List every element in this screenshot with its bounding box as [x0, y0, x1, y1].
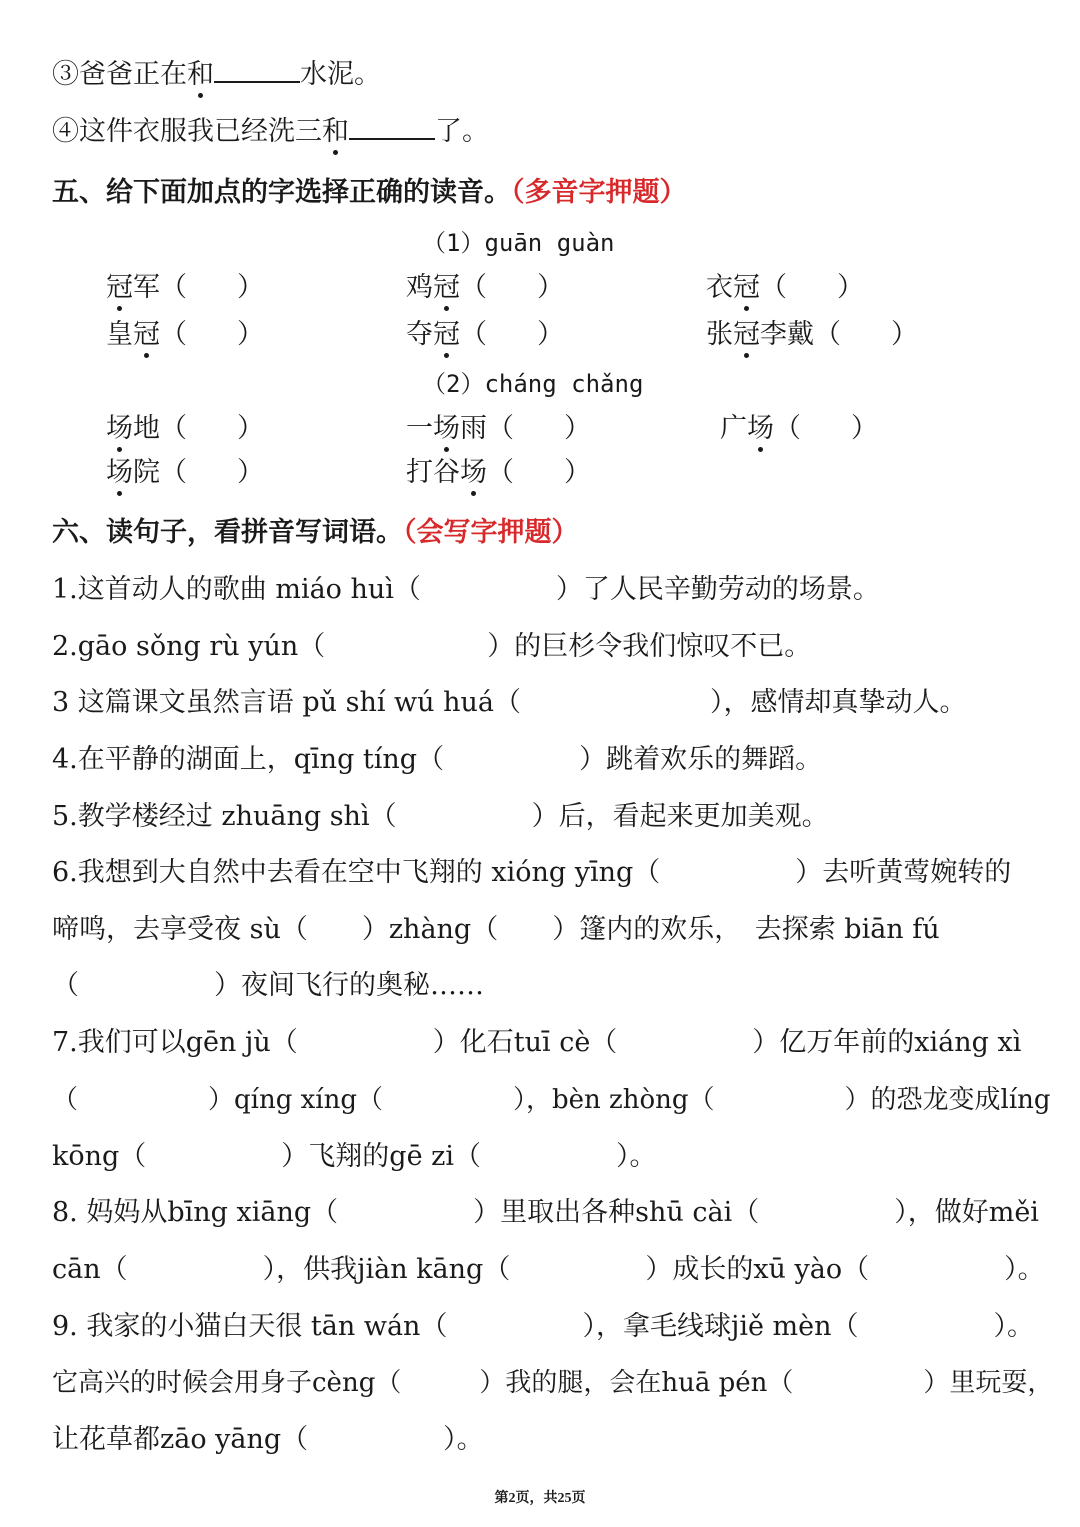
fill-item-3-tail: 水泥。: [300, 59, 381, 90]
section-5-heading: [52, 176, 687, 210]
polyphone-item: 衣冠（ ）: [706, 272, 864, 303]
polyphone-item: 鸡冠（ ）: [406, 272, 564, 303]
section-6-heading: [52, 516, 579, 550]
polyphone-item: 场院（ ）: [106, 457, 264, 488]
sentence-line: 7.我们可以gēn jù（ ）化石tuī cè（ ）亿万年前的xiáng xì: [52, 1027, 1022, 1058]
sentence-line: 4.在平静的湖面上，qīng tíng（ ）跳着欢乐的舞蹈。: [52, 744, 823, 775]
sentence-line: 让花草都zāo yāng（ ）。: [52, 1424, 484, 1455]
sentence-line: 2.gāo sǒng rù yún（ ）的巨杉令我们惊叹不已。: [52, 631, 812, 662]
sentence-line: 9. 我家的小猫白天很 tān wán（ ），拿毛线球jiě mèn（ ）。: [52, 1311, 1034, 1342]
sentence-line: （ ）qíng xíng（ ），bèn zhòng（ ）的恐龙变成líng: [52, 1085, 1051, 1115]
section-6-title: 六、读句子，看拼音写词语。: [52, 517, 403, 548]
section-6-tag: （会写字押题）: [403, 517, 579, 548]
polyphone-item: 张冠李戴（ ）: [706, 319, 918, 350]
fill-item-3: [52, 58, 381, 92]
pinyin-options-1: （1）guān guàn: [422, 229, 615, 257]
sentence-line: 1.这首动人的歌曲 miáo huì（ ）了人民辛勤劳动的场景。: [52, 574, 880, 605]
dotted-char: 和: [187, 59, 214, 90]
fill-item-4-tail: 了。: [435, 116, 489, 147]
page-number: 第2页，共25页: [494, 1491, 586, 1506]
sentence-line: kōng（ ）飞翔的gē zi（ ）。: [52, 1141, 657, 1172]
section-5-title: 五、给下面加点的字选择正确的读音。: [52, 177, 511, 208]
polyphone-item: 一场雨（ ）: [406, 413, 591, 444]
sentence-line: 它高兴的时候会用身子cèng（ ）我的腿，会在huā pén（ ）里玩耍，: [52, 1368, 1054, 1398]
fill-item-3-text: ③爸爸正在: [52, 59, 187, 90]
fill-item-4-text: ④这件衣服我已经洗三: [52, 116, 322, 147]
fill-item-4: [52, 115, 489, 149]
answer-blank[interactable]: [349, 118, 435, 140]
pinyin-options-2: （2）cháng chǎng: [422, 370, 644, 398]
polyphone-item: 场地（ ）: [106, 413, 264, 444]
polyphone-item: 打谷场（ ）: [406, 457, 591, 488]
sentence-line: 5.教学楼经过 zhuāng shì（ ）后，看起来更加美观。: [52, 801, 829, 832]
polyphone-item: 夺冠（ ）: [406, 319, 564, 350]
sentence-line: 啼鸣，去享受夜 sù（ ）zhàng（ ）篷内的欢乐， 去探索 biān fú: [52, 914, 940, 945]
polyphone-item: 皇冠（ ）: [106, 319, 264, 350]
answer-blank[interactable]: [214, 61, 300, 83]
sentence-line: 3 这篇课文虽然言语 pǔ shí wú huá（ ），感情却真挚动人。: [52, 687, 967, 718]
polyphone-item: 冠军（ ）: [106, 272, 264, 303]
dotted-char: 和: [322, 116, 349, 147]
sentence-line: （ ）夜间飞行的奥秘……: [52, 970, 484, 1001]
sentence-line: 6.我想到大自然中去看在空中飞翔的 xióng yīng（ ）去听黄莺婉转的: [52, 857, 1012, 888]
polyphone-item: 广场（ ）: [720, 413, 878, 444]
section-5-tag: （多音字押题）: [511, 177, 687, 208]
sentence-line: 8. 妈妈从bīng xiāng（ ）里取出各种shū cài（ ），做好měi: [52, 1197, 1039, 1228]
sentence-line: cān（ ），供我jiàn kāng（ ）成长的xū yào（ ）。: [52, 1254, 1045, 1285]
